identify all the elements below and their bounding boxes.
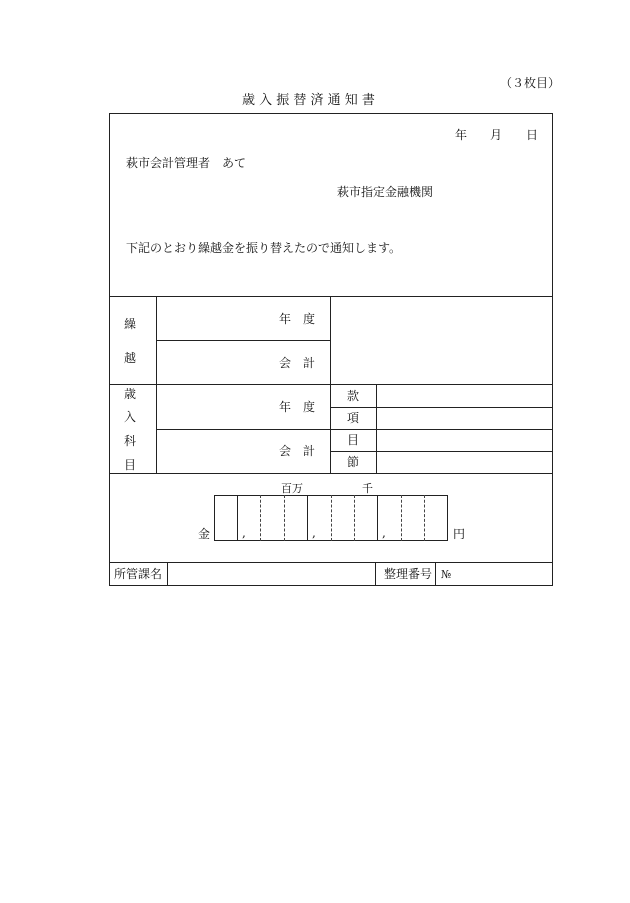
amount-digit-divider bbox=[377, 495, 378, 541]
unit-million: 百万 bbox=[281, 482, 303, 495]
copy-number: （３枚目） bbox=[500, 76, 561, 90]
carryover-fiscal-year-label: 年 度 bbox=[279, 312, 316, 326]
reference-label: 整理番号 bbox=[384, 567, 433, 581]
amount-digit-divider bbox=[284, 495, 285, 541]
amount-digit-divider bbox=[331, 495, 332, 541]
addressee: 萩市会計管理者 あて bbox=[126, 156, 247, 170]
amount-digit-divider bbox=[424, 495, 425, 541]
item-label-moku: 目 bbox=[347, 433, 360, 447]
date-day-label: 日 bbox=[526, 128, 539, 142]
amount-digit-divider bbox=[307, 495, 308, 541]
department-label: 所管課名 bbox=[114, 567, 163, 581]
notice-message: 下記のとおり繰越金を振り替えたので通知します。 bbox=[126, 241, 402, 255]
unit-thousand: 千 bbox=[362, 482, 373, 495]
rule-label-column bbox=[156, 296, 157, 473]
rule-subject-mid bbox=[156, 429, 330, 430]
carryover-label-1: 繰 bbox=[124, 317, 137, 331]
subject-char-1: 歳 bbox=[124, 387, 137, 401]
rule-carryover-mid bbox=[156, 340, 330, 341]
amount-comma-3: , bbox=[382, 526, 386, 540]
amount-digit-divider bbox=[401, 495, 402, 541]
date-month-label: 月 bbox=[490, 128, 503, 142]
subject-account-label: 会 計 bbox=[279, 444, 316, 458]
rule-item-2 bbox=[330, 429, 553, 430]
amount-label: 金 bbox=[198, 527, 211, 541]
rule-footer-3 bbox=[435, 562, 436, 586]
rule-carryover-top bbox=[109, 296, 553, 297]
rule-subject-top bbox=[109, 384, 553, 385]
amount-comma-2: , bbox=[312, 526, 316, 540]
subject-fiscal-year-label: 年 度 bbox=[279, 400, 316, 414]
rule-item-3 bbox=[330, 451, 553, 452]
subject-char-3: 科 bbox=[124, 434, 137, 448]
carryover-account-label: 会 計 bbox=[279, 356, 316, 370]
item-label-setsu: 節 bbox=[347, 455, 360, 469]
rule-item-column bbox=[376, 384, 377, 473]
subject-char-2: 入 bbox=[124, 410, 137, 424]
sender-bank: 萩市指定金融機関 bbox=[337, 185, 434, 199]
subject-char-4: 目 bbox=[124, 458, 137, 472]
item-label-kan: 款 bbox=[347, 389, 360, 403]
date-year-label: 年 bbox=[455, 128, 468, 142]
department-field[interactable] bbox=[170, 565, 372, 583]
rule-item-1 bbox=[330, 407, 553, 408]
item-label-kou: 項 bbox=[347, 411, 360, 425]
amount-digit-divider bbox=[237, 495, 238, 541]
carryover-label-2: 越 bbox=[124, 351, 137, 365]
rule-footer-top bbox=[109, 562, 553, 563]
rule-footer-1 bbox=[167, 562, 168, 586]
rule-mid-column bbox=[330, 296, 331, 473]
amount-comma-1: , bbox=[242, 526, 246, 540]
document-title: 歳 入 振 替 済 通 知 書 bbox=[242, 93, 375, 108]
rule-footer-2 bbox=[375, 562, 376, 586]
currency-label: 円 bbox=[453, 527, 466, 541]
reference-number-prefix: № bbox=[441, 568, 452, 581]
amount-digit-divider bbox=[354, 495, 355, 541]
reference-number-field[interactable] bbox=[456, 565, 550, 583]
rule-amount-top bbox=[109, 473, 553, 474]
amount-digit-divider bbox=[260, 495, 261, 541]
